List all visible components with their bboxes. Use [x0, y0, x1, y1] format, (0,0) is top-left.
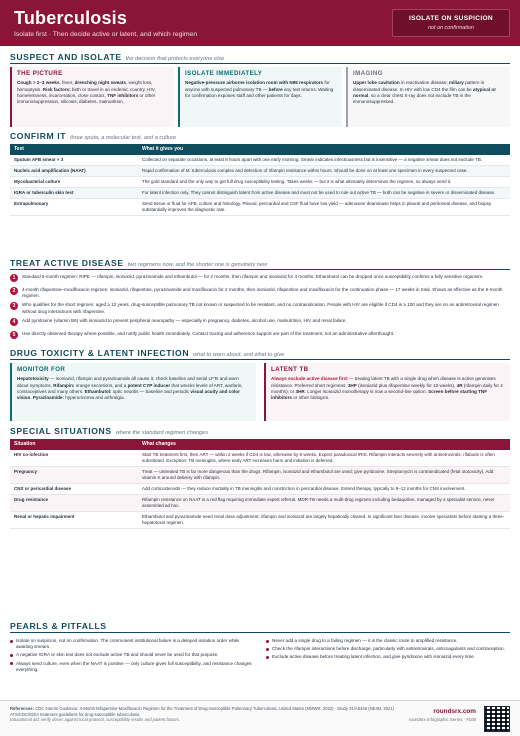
latent-text: Always exclude active disease first — treating latent TB with a single drug when disease is active generates resistance. Preferred short regimens: 3HP (isoniazid plus rifapentine weekly for 12 weeks), 4R (rifampin daily for 4 months), or 3HR. Longer isoniazid monotherapy is now a second-line option. Screen before starting TNF inhibitors or other biologics.	[271, 376, 503, 400]
page-subtitle: Isolate first · Then decide active or latent, and which regimen	[14, 31, 198, 38]
monitor-text: Hepatotoxicity — isoniazid, rifampin and pyrazinamide all cause it; check baseline and serial LFTs and warn about symptoms. Rifampin: orange secretions, and a potent CYP inducer that wrecks levels of ART, warfarin, contraceptives and many others. Ethambutol: optic neuritis — baseline and periodic visual acuity and color vision. Pyrazinamide: hyperuricemia and arthralgia.	[17, 376, 243, 400]
section-heading: TREAT ACTIVE DISEASE	[10, 258, 124, 268]
list-item: 5 Use directly observed therapy where possible, and notify public health immediately. Contact tracing and adherence support are part of the treatment, not an administrative afterthought.	[10, 331, 510, 341]
confirm-table	[10, 144, 510, 216]
step-number: 2	[10, 287, 18, 295]
picture-text: Cough > 2–3 weeks, fever, drenching night sweats, weight loss, hemoptysis. Risk factors: birth or travel in an endemic country, HIV, homelessness, incarceration, close contact, TNF inhibitors or other immunosuppression, silicosis, diabetes, malnutrition.	[17, 80, 156, 104]
table-row: Extrapulmonary Send tissue or fluid for AFB, culture and histology. Pleural, pericardial and CSF fluid have low yield — adenosine deaminase helps in pleural and peritoneal disease, and biopsy substantially improves the diagnostic rate.	[10, 199, 510, 216]
column-header: Test	[10, 144, 138, 155]
site-link[interactable]: roundsrx.com	[433, 708, 476, 715]
section-divider	[10, 269, 510, 270]
table-row: Renal or hepatic impairment Ethambutol and pyrazinamide need renal dose adjustment; rifampin and isoniazid are largely hepatically cleared. In significant liver disease, involve specialists before starting a three-hepatotoxin regimen.	[10, 512, 510, 529]
table-row: Drug resistance Rifampin resistance on NAAT is a red flag requiring immediate expert referral. MDR-TB needs a multi-drug regimen including bedaquiline, managed by a specialist service, never assembled ad hoc.	[10, 495, 510, 512]
step-number: 3	[10, 302, 18, 310]
section-heading: SUSPECT AND ISOLATE	[10, 52, 122, 62]
list-item: Never add a single drug to a failing regimen — it is the classic route to amplified resistance.	[266, 638, 510, 644]
references: References: CDC Interim Guidance: 4-Month Rifapentine-Moxifloxacin Regimen for the Treatment of Drug-Susceptible Pulmonary Tuberculosis, United States (MMWR, 2022) · Study 31/A5349 (NEJM, 2021) · ATS/CDC/IDSA treatment guidelines for drug-susceptible tuberculosis. Educational aid; verify doses against local protocol, susceptibility results and patient factors.	[10, 706, 397, 723]
monitor-heading: MONITOR FOR	[17, 366, 66, 373]
section-title-pearls	[10, 621, 107, 633]
list-item: Isolate on suspicion, not on confirmation. The commonest institutional failure is a delayed isolation order while awaiting smears.	[10, 638, 254, 650]
disclaimer: Educational aid; verify doses against local protocol, susceptibility results and patient factors.	[10, 717, 181, 723]
list-item: 2 4-month rifapentine–moxifloxacin regimen: isoniazid, rifapentine, pyrazinamide and moxifloxacin for 2 months, then isoniazid, rifapentine and moxifloxacin for the continuation phase — 17 weeks in total. Shown as effective as the 6-month regimen.	[10, 287, 510, 299]
list-item: Check the rifampin interactions before discharge, particularly with antiretrovirals, anticoagulants and contraception.	[266, 646, 510, 652]
section-title-confirm	[10, 131, 176, 143]
isolation-badge	[392, 9, 510, 37]
special-situations-table	[10, 439, 510, 529]
table-row: Nucleic acid amplification (NAAT) Rapid confirmation of M. tuberculosis complex and detection of rifampin resistance within hours. Should be done on at least one specimen in every suspected case.	[10, 165, 510, 176]
badge-subtitle: not on confirmation	[428, 24, 474, 31]
section-divider	[10, 359, 510, 360]
table-header-row	[10, 439, 510, 450]
table-row: CNS or pericardial disease Add corticosteroids — they reduce mortality in TB meningitis and constriction in pericardial disease. Extend therapy, typically to 9–12 months for CNS involvement.	[10, 484, 510, 495]
list-item: 1 Standard 6-month regimen: RIPE — rifampin, isoniazid, pyrazinamide and ethambutol — for 2 months, then rifampin and isoniazid for 4 months. Ethambutol can be dropped once susceptibility confirms a fully sensitive organism.	[10, 274, 510, 284]
section-heading: DRUG TOXICITY & LATENT INFECTION	[10, 348, 190, 358]
table-row: Sputum AFB smear × 3 Collected on separate occasions, at least 8 hours apart with one early morning. Smear indicates infectiousness but is insensitive — a negative smear does not exclude TB.	[10, 155, 510, 166]
monitor-box	[10, 363, 256, 421]
column-header: What it gives you	[138, 144, 510, 155]
latent-box	[264, 363, 510, 421]
list-item: 3 Who qualifies for the short regimen: aged ≥ 12 years, drug-susceptible pulmonary TB not known or suspected to be resistant, and no contraindication. People with HIV are eligible if CD4 is ≥ 100 and they are on an antiretroviral regimen without drug interactions with rifapentine.	[10, 302, 510, 314]
picture-heading: THE PICTURE	[17, 70, 63, 77]
section-tagline: three sputa, a molecular test, and a culture	[70, 135, 177, 141]
column-header: What changes	[138, 439, 510, 450]
pearls-column-left	[10, 638, 254, 675]
step-number: 5	[10, 331, 18, 339]
imaging-heading: IMAGING	[353, 70, 383, 77]
step-number: 4	[10, 318, 18, 326]
section-heading: CONFIRM IT	[10, 131, 67, 141]
section-tagline: the decision that protects everyone else	[125, 56, 225, 62]
footer	[0, 700, 520, 736]
section-tagline: where the standard regimen changes	[115, 430, 209, 436]
section-heading: SPECIAL SITUATIONS	[10, 426, 112, 436]
section-title-suspect	[10, 52, 224, 64]
table-header-row	[10, 144, 510, 155]
list-item: A negative IGRA or skin test does not exclude active TB and should never be used for that purpose.	[10, 652, 254, 658]
page-title: Tuberculosis	[14, 8, 128, 28]
table-row: IGRA or tuberculin skin test For latent infection only. They cannot distinguish latent from active disease and must not be used to rule out active TB — both can be negative in severe or disseminated disease.	[10, 187, 510, 198]
table-row: Mycobacterial culture The gold standard and the only way to get full drug susceptibility testing. Takes weeks — but it is what ultimately determines the regimen, so always send it.	[10, 176, 510, 187]
section-title-toxicity	[10, 348, 284, 360]
imaging-box	[346, 67, 510, 127]
list-item: 4 Add pyridoxine (vitamin B6) with isoniazid to prevent peripheral neuropathy — especially in pregnancy, diabetes, alcohol use, malnutrition, HIV and renal failure.	[10, 318, 510, 328]
treat-list	[10, 274, 510, 344]
section-tagline: two regimens now, and the shorter one is genuinely new	[127, 262, 268, 268]
imaging-text: Upper lobe cavitation in reactivation disease; miliary pattern in disseminated disease. In HIV with low CD4 the film can be atypical or normal, so a clear chest X-ray does not exclude TB in the immunosuppressed.	[353, 80, 496, 104]
header-banner	[0, 0, 520, 46]
table-row: Pregnancy Treat — untreated TB is far more dangerous than the drugs. Rifampin, isoniazid and ethambutol are used; give pyridoxine. Streptomycin is contraindicated (fetal ototoxicity). Add vitamin K around delivery with rifampin.	[10, 466, 510, 483]
section-divider	[10, 632, 510, 633]
section-title-treat	[10, 258, 267, 270]
picture-box	[10, 67, 174, 127]
series-label: roundsrx Infographic Series · #108	[408, 717, 476, 722]
column-header: Situation	[10, 439, 138, 450]
pearls-column-right	[266, 638, 510, 663]
list-item: Exclude active disease before treating latent infection, and give pyridoxine with isoniazid every time.	[266, 654, 510, 660]
section-tagline: what to warn about, and what to give	[193, 352, 285, 358]
latent-heading: LATENT TB	[271, 366, 309, 373]
isolate-heading: ISOLATE IMMEDIATELY	[185, 70, 263, 77]
isolate-box	[178, 67, 342, 127]
section-heading: PEARLS & PITFALLS	[10, 621, 107, 631]
badge-title: ISOLATE ON SUSPICION	[409, 15, 493, 22]
isolate-text: Negative-pressure airborne isolation room with N95 respirators for anyone with suspected pulmonary TB — before any test returns. Waiting for confirmation exposes staff and other patients for days.	[185, 80, 334, 98]
section-divider	[10, 63, 510, 64]
step-number: 1	[10, 274, 18, 282]
table-row: HIV co-infection Start TB treatment first, then ART — within 2 weeks if CD4 is low, otherwise by 8 weeks. Expect paradoxical IRIS. Rifampin interacts severely with antiretrovirals; rifabutin is often substituted. Exception: TB meningitis, where early ART increases harm and initiation is deferred.	[10, 450, 510, 467]
list-item: Always send culture, even when the NAAT is positive — only culture gives full susceptibility, and resistance changes everything.	[10, 661, 254, 673]
qr-code-icon	[484, 706, 510, 732]
section-title-special	[10, 426, 208, 438]
